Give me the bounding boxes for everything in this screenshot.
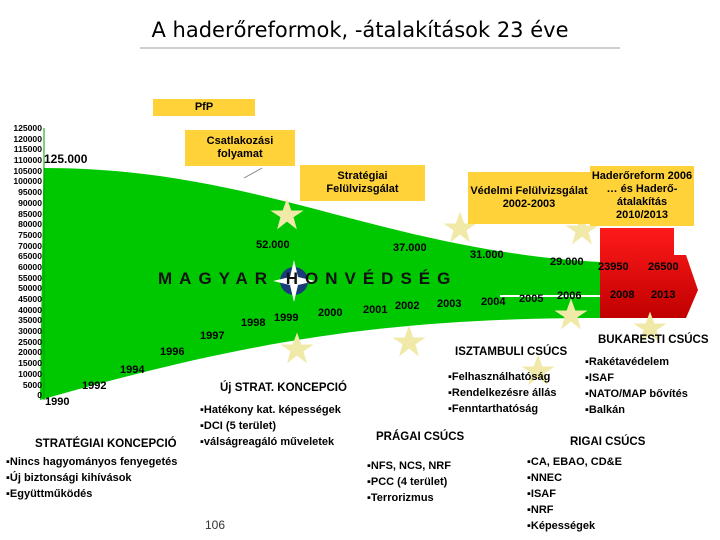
list-item: ▪ PCC (4 terület) xyxy=(367,474,451,490)
year-2003: 2003 xyxy=(437,298,462,310)
y-tick-label: 65000 xyxy=(18,251,42,262)
y-tick-label: 55000 xyxy=(18,272,42,283)
strength-52000: 52.000 xyxy=(256,239,290,251)
y-tick-label: 120000 xyxy=(13,133,42,144)
list-item: ▪ Hatékony kat. képességek xyxy=(200,402,341,418)
y-tick-label: 15000 xyxy=(18,358,42,369)
y-tick-label: 110000 xyxy=(13,155,42,166)
list-item: ▪ Terrorizmus xyxy=(367,490,451,506)
list-item: ▪ Balkán xyxy=(585,402,688,418)
csatlakozasi-box xyxy=(185,130,295,166)
y-tick-label: 75000 xyxy=(18,229,42,240)
y-tick-label: 25000 xyxy=(18,336,42,347)
star-icon xyxy=(394,327,424,355)
pfp-box xyxy=(153,99,255,116)
year-2004: 2004 xyxy=(481,296,506,308)
list-item: ▪ Nincs hagyományos fenyegetés xyxy=(6,454,177,470)
year-2002: 2002 xyxy=(395,300,420,312)
strength-37000: 37.000 xyxy=(393,242,427,254)
strength-26500: 26500 xyxy=(648,261,679,273)
rigai-list xyxy=(527,454,622,534)
list-item: ▪ DCI (5 terület) xyxy=(200,418,341,434)
isztambuli-list xyxy=(448,369,556,417)
list-item: ▪ CA, EBAO, CD&E xyxy=(527,454,622,470)
vedelmi-box xyxy=(468,172,590,224)
y-tick-label: 5000 xyxy=(22,379,42,390)
strength-31000: 31.000 xyxy=(470,249,504,261)
uj-strat-list xyxy=(200,402,341,450)
strategiai-koncepcio-head: STRATÉGIAI KONCEPCIÓ xyxy=(35,438,177,450)
year-2005: 2005 xyxy=(519,293,544,305)
list-item: ▪ NFS, NCS, NRF xyxy=(367,458,451,474)
list-item: ▪ válságreagáló műveletek xyxy=(200,434,341,450)
title-underline xyxy=(140,47,620,49)
year-1998: 1998 xyxy=(241,317,266,329)
y-tick-label: 85000 xyxy=(18,208,42,219)
year-1990: 1990 xyxy=(45,396,70,408)
isztambuli-head: ISZTAMBULI CSÚCS xyxy=(455,346,568,358)
year-1996: 1996 xyxy=(160,346,185,358)
strength-125000: 125.000 xyxy=(44,152,88,166)
list-item: ▪ ISAF xyxy=(527,486,622,502)
strategiai-koncepcio-list xyxy=(6,454,177,502)
y-axis xyxy=(2,123,42,401)
strength-23950: 23950 xyxy=(598,261,629,273)
bukaresti-head: BUKARESTI CSÚCS xyxy=(598,334,709,346)
y-tick-label: 70000 xyxy=(18,240,42,251)
y-tick-label: 105000 xyxy=(13,165,42,176)
pragai-list xyxy=(367,458,451,506)
list-item: ▪ Fenntarthatóság xyxy=(448,401,556,417)
y-tick-label: 0 xyxy=(37,390,42,401)
uj-strat-head: Új STRAT. KONCEPCIÓ xyxy=(220,382,347,394)
y-tick-label: 60000 xyxy=(18,261,42,272)
y-tick-label: 125000 xyxy=(13,123,42,133)
rigai-head: RIGAI CSÚCS xyxy=(570,436,646,448)
year-1997: 1997 xyxy=(200,330,225,342)
list-item: ▪ Képességek xyxy=(527,518,622,534)
strategiai-box xyxy=(300,165,425,201)
haderoreform-box xyxy=(590,166,694,226)
year-1999: 1999 xyxy=(274,312,299,324)
y-tick-label: 90000 xyxy=(18,197,42,208)
y-tick-label: 10000 xyxy=(18,368,42,379)
y-tick-label: 115000 xyxy=(13,144,42,155)
red-arrow-head xyxy=(600,228,698,318)
year-1992: 1992 xyxy=(82,380,107,392)
y-tick-label: 35000 xyxy=(18,315,42,326)
pfp-label: PfP xyxy=(194,101,214,113)
pragai-head: PRÁGAI CSÚCS xyxy=(376,431,465,443)
y-tick-label: 40000 xyxy=(18,304,42,315)
strategiai-label: Stratégiai Felülvizsgálat xyxy=(326,170,399,195)
year-2000: 2000 xyxy=(318,307,343,319)
year-1994: 1994 xyxy=(120,364,145,376)
list-item: ▪ ISAF xyxy=(585,370,688,386)
y-tick-label: 95000 xyxy=(18,187,42,198)
list-item: ▪ NNEC xyxy=(527,470,622,486)
strength-29000: 29.000 xyxy=(550,256,584,268)
list-item: ▪ Együttműködés xyxy=(6,486,177,502)
year-2001: 2001 xyxy=(363,304,388,316)
y-tick-label: 50000 xyxy=(18,283,42,294)
main-label: MAGYAR HONVÉDSÉG xyxy=(158,269,458,288)
y-tick-label: 45000 xyxy=(18,294,42,304)
list-item: ▪ NRF xyxy=(527,502,622,518)
list-item: ▪ Rendelkezésre állás xyxy=(448,385,556,401)
list-item: ▪ Felhasználhatóság xyxy=(448,369,556,385)
year-2006: 2006 xyxy=(557,290,582,302)
vedelmi-label: Védelmi Felülvizsgálat 2002-2003 xyxy=(470,185,588,210)
y-tick-label: 20000 xyxy=(18,347,42,358)
list-item: ▪ Rakétavédelem xyxy=(585,354,688,370)
y-tick-label: 80000 xyxy=(18,219,42,230)
csatlakozasi-label: Csatlakozási folyamat xyxy=(206,135,274,160)
page-title: A haderőreformok, -átalakítások 23 éve xyxy=(151,18,569,42)
y-tick-label: 30000 xyxy=(18,326,42,337)
year-2008: 2008 xyxy=(610,289,635,301)
bukaresti-list xyxy=(585,354,688,418)
page-number: 106 xyxy=(205,518,226,532)
list-item: ▪ NATO/MAP bővítés xyxy=(585,386,688,402)
list-item: ▪ Új biztonsági kihívások xyxy=(6,470,177,486)
y-tick-label: 100000 xyxy=(13,176,42,187)
year-2013: 2013 xyxy=(651,289,676,301)
haderoreform-label: Haderőreform 2006 … és Haderő-átalakítás 2010/2013 xyxy=(591,170,693,221)
